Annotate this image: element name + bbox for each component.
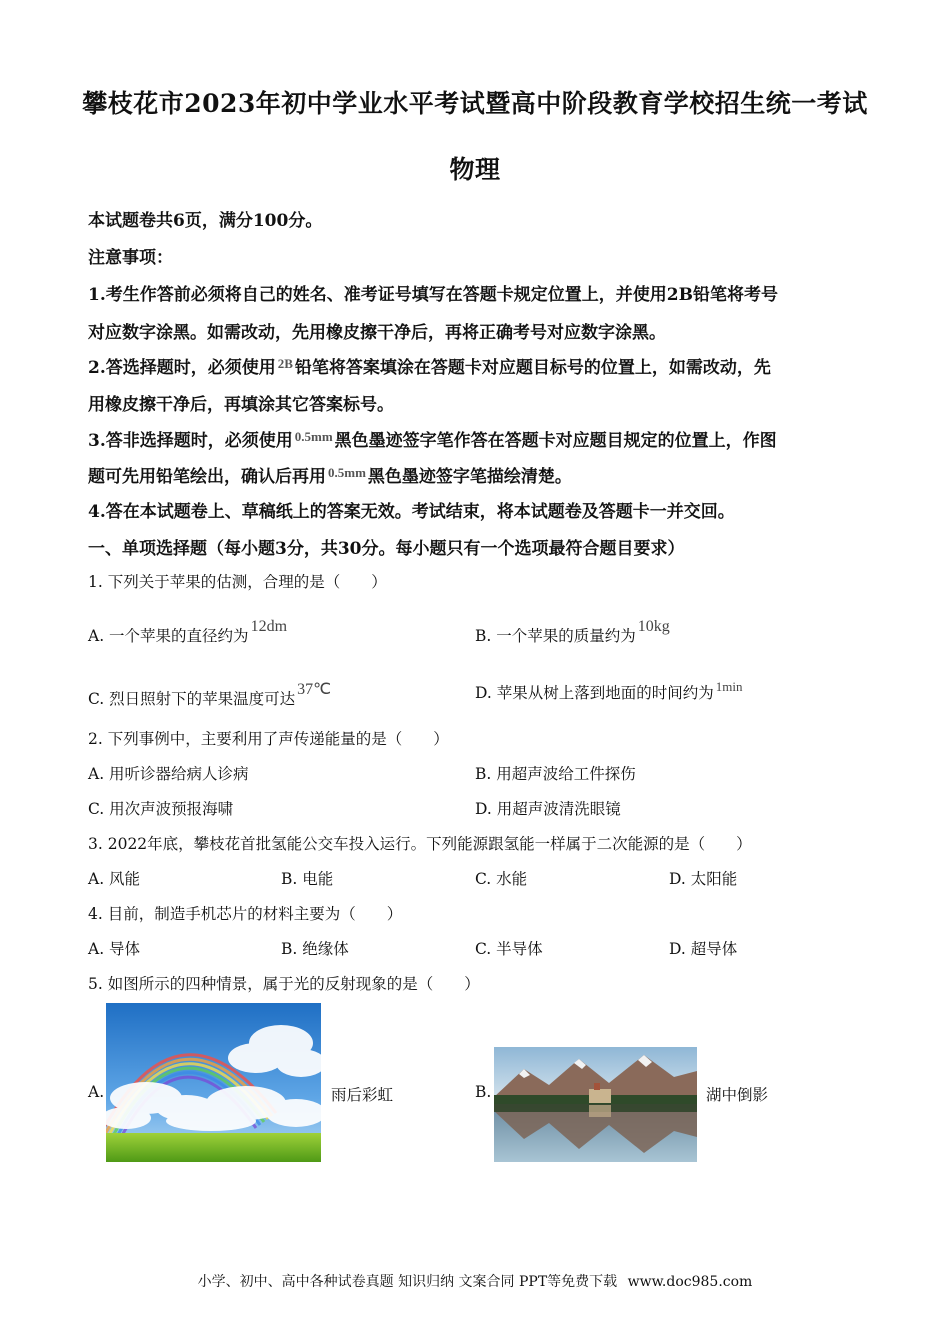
q5-option-a-caption: 雨后彩虹	[331, 1086, 394, 1104]
notice-2-unit: 2B	[277, 356, 293, 371]
notice-3-line-2-post: 黑色墨迹签字笔描绘清楚。	[367, 467, 572, 487]
q1-option-b-unit: 10kg	[637, 618, 670, 635]
rainbow-illustration	[106, 1003, 321, 1162]
q2-option-d: D. 用超声波清洗眼镜	[475, 800, 621, 818]
notice-3-line-1	[88, 426, 777, 451]
rainbow-image	[106, 1003, 321, 1162]
notice-3-line-2	[88, 462, 572, 487]
q4-stem: 4. 目前，制造手机芯片的材料主要为（ ）	[88, 905, 403, 923]
notice-3-post: 黑色墨迹签字笔作答在答题卡对应题目规定的位置上，作图	[334, 431, 777, 451]
q4-option-c: C. 半导体	[475, 940, 543, 958]
subject-title: 物理	[449, 155, 501, 184]
q1-option-d	[475, 679, 742, 703]
notice-2-pre: 2.答选择题时，必须使用	[88, 358, 276, 378]
q3-option-d: D. 太阳能	[669, 870, 738, 888]
section-1-heading: 一、单项选择题（每小题3分，共30分。每小题只有一个选项最符合题目要求）	[88, 539, 685, 559]
notice-2-line-2: 用橡皮擦干净后，再填涂其它答案标号。	[88, 395, 394, 415]
page-footer	[0, 1271, 950, 1291]
notice-2-post: 铅笔将答案填涂在答题卡对应题目标号的位置上，如需改动，先	[294, 358, 771, 378]
q2-stem: 2. 下列事例中，主要利用了声传递能量的是（ ）	[88, 730, 449, 748]
notice-3-pre: 3.答非选择题时，必须使用	[88, 431, 293, 451]
q2-option-a: A. 用听诊器给病人诊病	[88, 765, 249, 783]
q2-option-b: B. 用超声波给工件探伤	[475, 765, 636, 783]
q1-option-a	[88, 618, 287, 646]
q5-stem: 5. 如图所示的四种情景，属于光的反射现象的是（ ）	[88, 975, 480, 993]
q2-option-c: C. 用次声波预报海啸	[88, 800, 234, 818]
q5-option-a-label: A.	[88, 1083, 105, 1101]
notice-4: 4.答在本试题卷上、草稿纸上的答案无效。考试结束，将本试题卷及答题卡一并交回。	[88, 502, 735, 522]
notice-3-line-2-pre: 题可先用铅笔绘出，确认后再用	[88, 467, 326, 487]
notice-2-line-1	[88, 353, 771, 378]
q3-option-a: A. 风能	[88, 870, 141, 888]
q1-option-a-unit: 12dm	[250, 618, 288, 635]
notice-3-line-2-unit: 0.5mm	[328, 465, 366, 480]
q1-option-d-unit: 1min	[715, 679, 743, 694]
q4-option-d: D. 超导体	[669, 940, 738, 958]
notice-heading: 注意事项：	[88, 248, 173, 268]
q1-option-a-text: A. 一个苹果的直径约为	[88, 627, 249, 645]
q3-option-b: B. 电能	[281, 870, 334, 888]
q4-option-a: A. 导体	[88, 940, 141, 958]
q5-option-b-label: B.	[475, 1083, 492, 1101]
q3-option-c: C. 水能	[475, 870, 528, 888]
q4-option-b: B. 绝缘体	[281, 940, 349, 958]
notice-1-line-2: 对应数字涂黑。如需改动，先用橡皮擦干净后，再将正确考号对应数字涂黑。	[88, 323, 666, 343]
lake-reflection-illustration	[494, 1047, 697, 1162]
footer-site-link[interactable]: www.doc985.com	[627, 1274, 753, 1290]
lake-reflection-image	[494, 1047, 697, 1162]
q1-option-c-unit: 37℃	[297, 681, 332, 698]
q1-option-c	[88, 679, 331, 709]
footer-text: 小学、初中、高中各种试卷真题 知识归纳 文案合同 PPT等免费下载	[197, 1274, 618, 1290]
exam-intro: 本试题卷共6页，满分100分。	[88, 211, 323, 231]
notice-3-unit: 0.5mm	[294, 429, 333, 444]
q1-option-d-text: D. 苹果从树上落到地面的时间约为	[475, 684, 714, 702]
q1-stem: 1. 下列关于苹果的估测，合理的是（ ）	[88, 573, 387, 591]
notice-1-line-1: 1.考生作答前必须将自己的姓名、准考证号填写在答题卡规定位置上，并使用2B铅笔将考号	[88, 285, 778, 305]
q1-option-c-text: C. 烈日照射下的苹果温度可达	[88, 690, 296, 708]
q1-option-b	[475, 618, 670, 646]
exam-title: 攀枝花市2023年初中学业水平考试暨高中阶段教育学校招生统一考试	[82, 89, 868, 118]
q5-option-b-caption: 湖中倒影	[706, 1086, 769, 1104]
q3-stem: 3. 2022年底，攀枝花首批氢能公交车投入运行。下列能源跟氢能一样属于二次能源的是（ ）	[88, 835, 752, 853]
q1-option-b-text: B. 一个苹果的质量约为	[475, 627, 636, 645]
